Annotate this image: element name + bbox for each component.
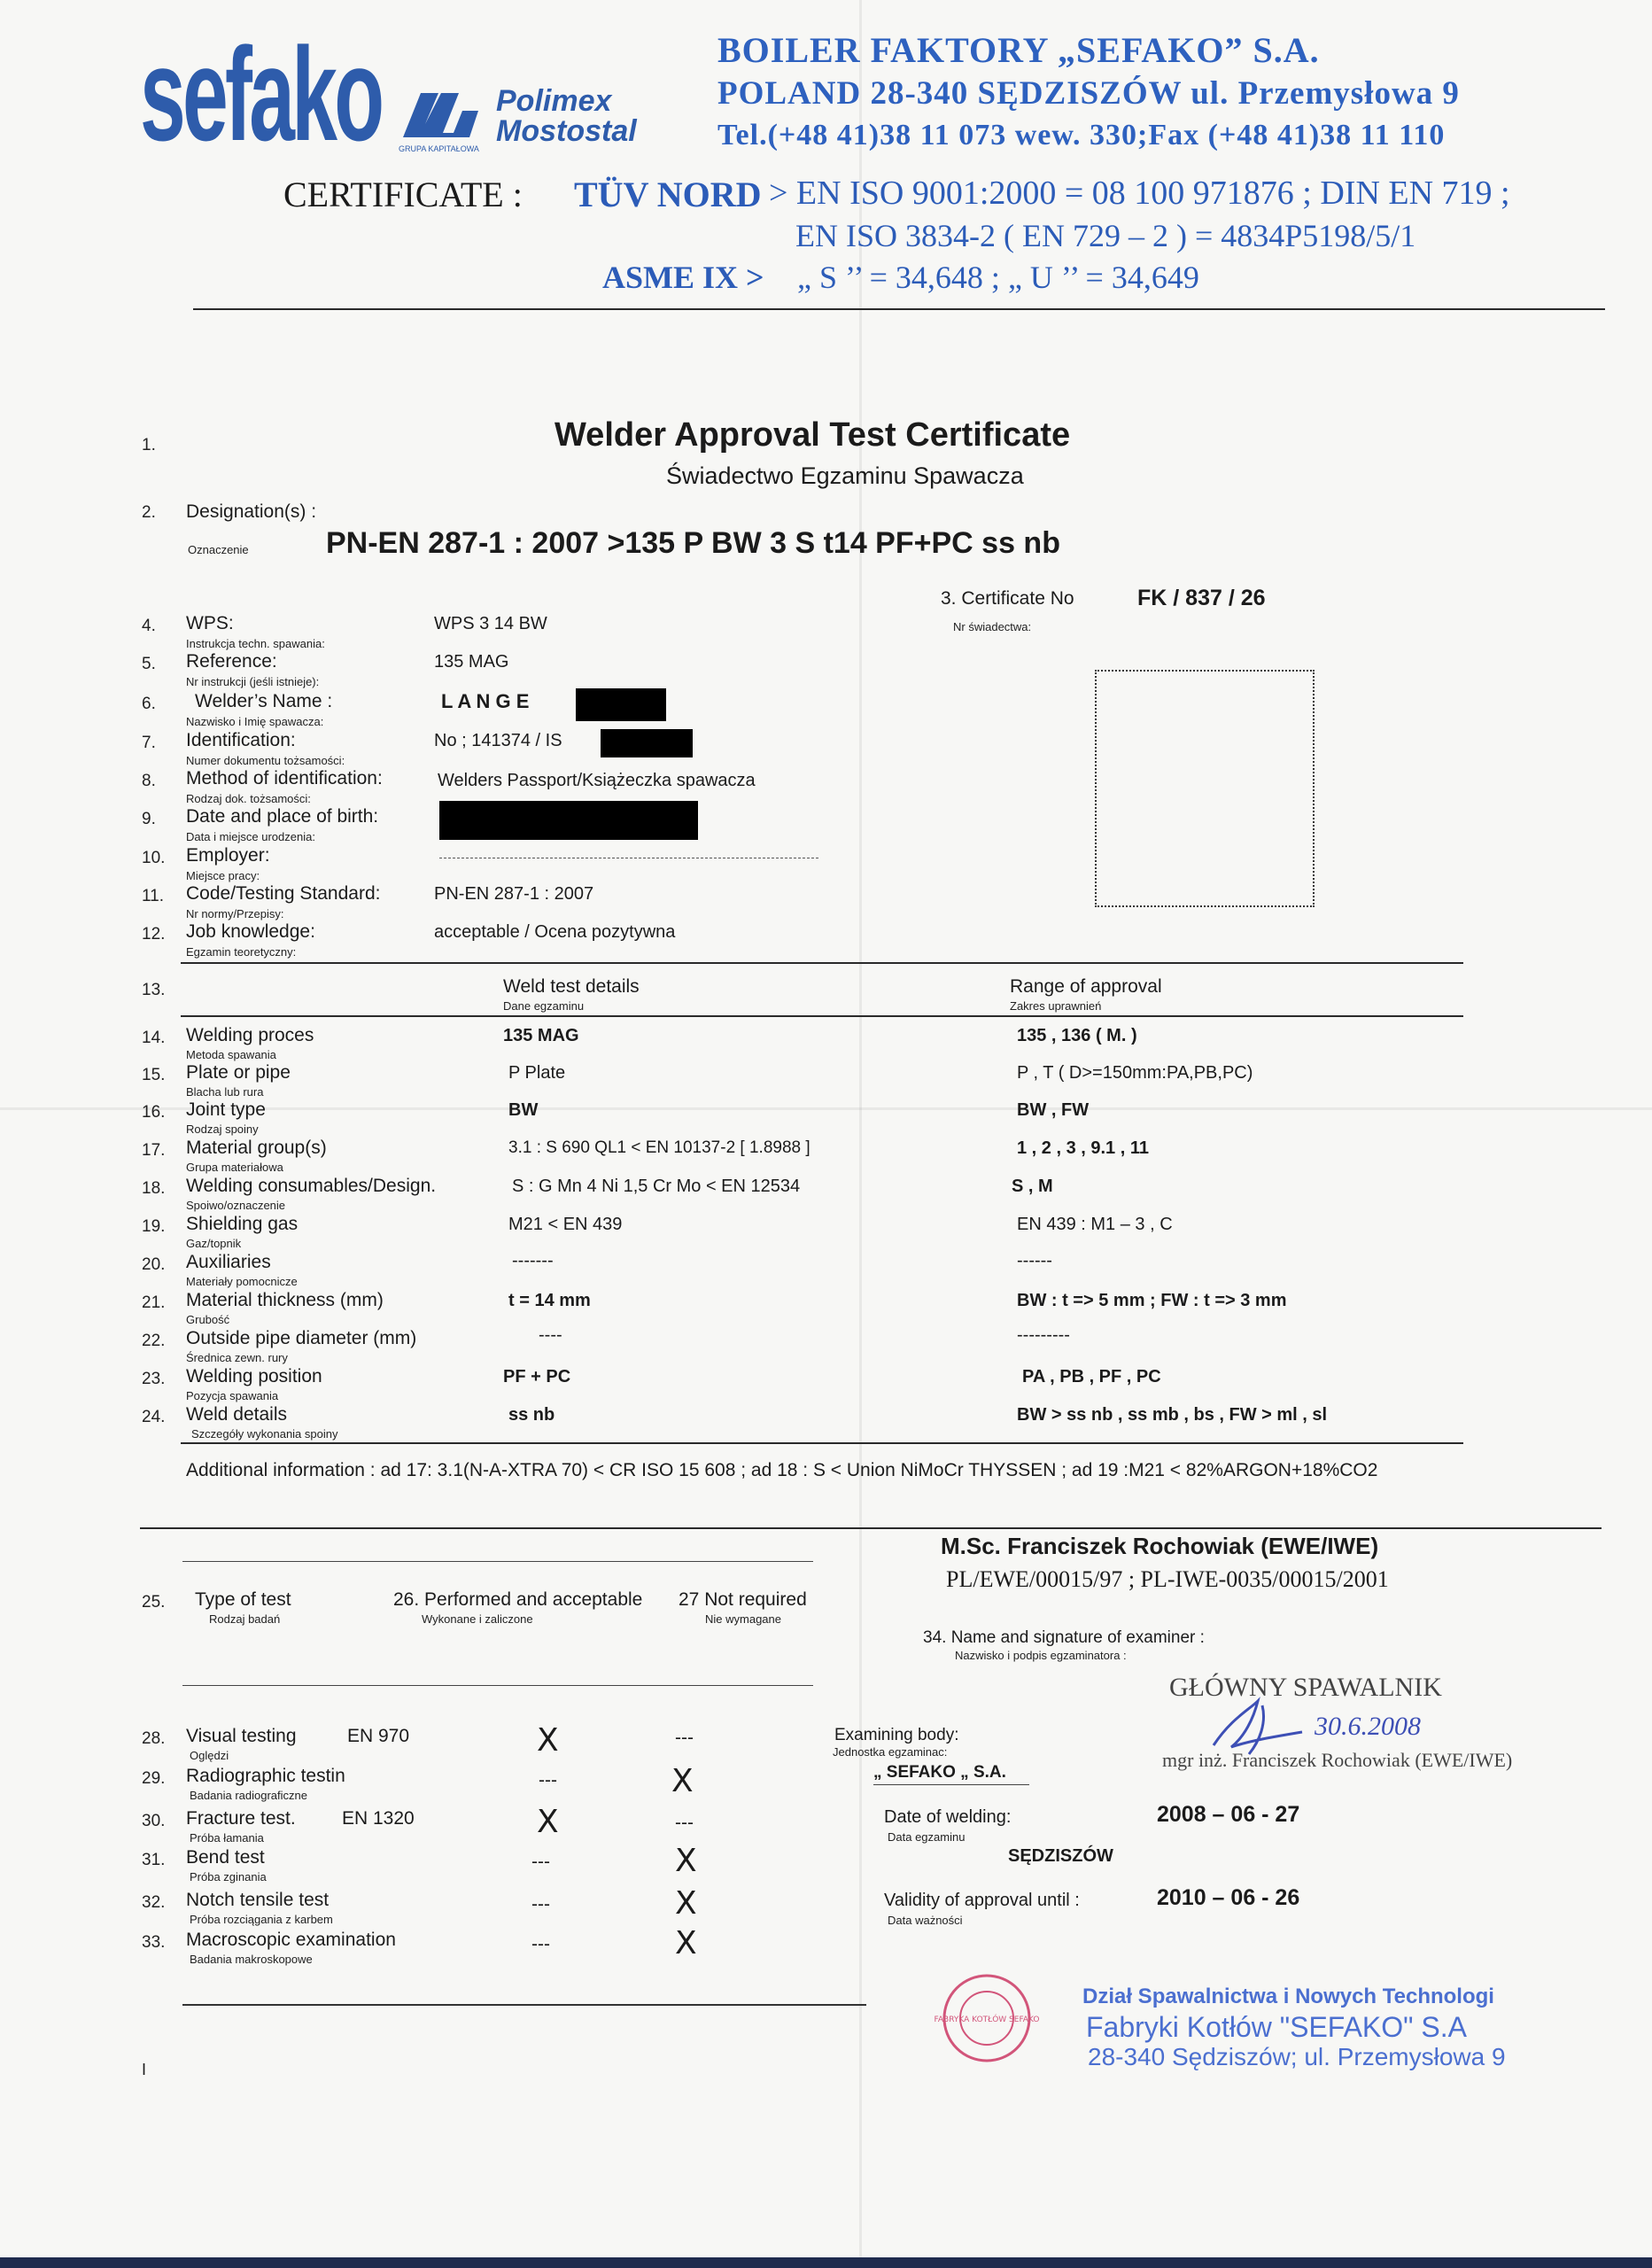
company-phone: Tel.(+48 41)38 11 073 wew. 330;Fax (+48 41)38 11 110 bbox=[717, 119, 1446, 151]
row-details: P Plate bbox=[508, 1063, 566, 1083]
examiner-ids: PL/EWE/00015/97 ; PL-IWE-0035/00015/2001 bbox=[946, 1566, 1389, 1592]
test-table-bottom-line bbox=[182, 2004, 866, 2006]
item-number: 8. bbox=[142, 772, 156, 790]
row-label: Auxiliaries bbox=[186, 1252, 271, 1272]
redacted-box bbox=[576, 688, 666, 721]
svg-text:FABRYKA KOTŁÓW SEFAKO: FABRYKA KOTŁÓW SEFAKO bbox=[934, 2016, 1040, 2024]
table-top-divider bbox=[181, 962, 1463, 964]
row-sublabel: Średnica zewn. rury bbox=[186, 1351, 288, 1364]
test-standard: EN 1320 bbox=[342, 1808, 415, 1829]
item-number: 25. bbox=[142, 1593, 166, 1612]
row-range: BW : t => 5 mm ; FW : t => 3 mm bbox=[1017, 1291, 1287, 1310]
row-range: 135 , 136 ( M. ) bbox=[1017, 1026, 1137, 1045]
examining-body-value: „ SEFAKO „ S.A. bbox=[873, 1763, 1006, 1782]
standard-sublabel: Nr normy/Przepisy: bbox=[186, 907, 284, 920]
row-range: S , M bbox=[1012, 1177, 1053, 1196]
row-details: PF + PC bbox=[503, 1367, 571, 1386]
dept-stamp-line1: Dział Spawalnictwa i Nowych Technologi bbox=[1082, 1984, 1494, 2008]
row-range: BW , FW bbox=[1017, 1100, 1090, 1120]
test-type-heading: Type of test bbox=[195, 1589, 291, 1610]
item-number: 33. bbox=[142, 1933, 166, 1952]
welder-name-sublabel: Nazwisko i Imię spawacza: bbox=[186, 715, 324, 728]
validity-value: 2010 – 06 - 26 bbox=[1157, 1885, 1300, 1910]
row-details: ------- bbox=[512, 1251, 554, 1270]
company-address: POLAND 28-340 SĘDZISZÓW ul. Przemysłowa 9 bbox=[717, 75, 1460, 112]
not-required-mark: --- bbox=[675, 1813, 694, 1833]
row-label: Material thickness (mm) bbox=[186, 1290, 384, 1310]
test-sublabel: Oględzi bbox=[190, 1749, 229, 1762]
row-sublabel: Materiały pomocnicze bbox=[186, 1275, 298, 1288]
row-range: ------ bbox=[1017, 1251, 1052, 1270]
row-sublabel: Metoda spawania bbox=[186, 1048, 276, 1061]
item-number: 16. bbox=[142, 1103, 166, 1122]
method-id-sublabel: Rodzaj dok. tożsamości: bbox=[186, 792, 311, 805]
sefako-logo bbox=[140, 20, 382, 169]
not-required-subheading: Nie wymagane bbox=[705, 1612, 781, 1626]
row-range: --------- bbox=[1017, 1325, 1070, 1345]
row-label: Welding proces bbox=[186, 1025, 314, 1045]
footer-mark: I bbox=[142, 2061, 147, 2078]
performed-mark: --- bbox=[531, 1852, 550, 1872]
photo-placeholder bbox=[1095, 670, 1315, 907]
item-number: 1. bbox=[142, 436, 156, 454]
partner-tag: GRUPA KAPITAŁOWA bbox=[399, 144, 479, 153]
not-required-mark: X bbox=[675, 1843, 697, 1879]
item-number: 19. bbox=[142, 1217, 166, 1236]
table-bottom-divider bbox=[181, 1442, 1463, 1444]
row-details: 135 MAG bbox=[503, 1026, 579, 1045]
polimex-name: Polimex bbox=[496, 84, 612, 118]
item-number: 13. bbox=[142, 981, 166, 999]
row-sublabel: Blacha lub rura bbox=[186, 1085, 264, 1099]
row-range: EN 439 : M1 – 3 , C bbox=[1017, 1215, 1173, 1234]
row-label: Material group(s) bbox=[186, 1138, 327, 1158]
date-welding-sublabel: Data egzaminu bbox=[888, 1830, 966, 1844]
row-sublabel: Grubość bbox=[186, 1313, 230, 1326]
item-number: 6. bbox=[142, 695, 156, 713]
examiner-name: M.Sc. Franciszek Rochowiak (EWE/IWE) bbox=[941, 1533, 1379, 1559]
weld-details-heading: Weld test details bbox=[503, 976, 640, 997]
item-number: 23. bbox=[142, 1370, 166, 1388]
polimex-logo bbox=[399, 84, 682, 155]
examiner-sublabel: Nazwisko i podpis egzaminatora : bbox=[955, 1649, 1127, 1662]
row-label: Shielding gas bbox=[186, 1214, 299, 1234]
test-sublabel: Próba rozciągania z karbem bbox=[190, 1913, 333, 1926]
validity-label: Validity of approval until : bbox=[884, 1891, 1080, 1910]
standard-value: PN-EN 287-1 : 2007 bbox=[434, 884, 594, 904]
designation-value: PN-EN 287-1 : 2007 >135 P BW 3 S t14 PF+PC ss nb bbox=[326, 526, 1060, 560]
not-required-mark: --- bbox=[675, 1728, 694, 1748]
redacted-box bbox=[601, 729, 693, 757]
row-sublabel: Rodzaj spoiny bbox=[186, 1122, 259, 1136]
examiner-label: 34. Name and signature of examiner : bbox=[923, 1628, 1205, 1647]
item-number: 21. bbox=[142, 1293, 166, 1312]
examining-body-label: Examining body: bbox=[834, 1726, 959, 1744]
row-details: ---- bbox=[539, 1325, 562, 1345]
designation-sublabel: Oznaczenie bbox=[188, 543, 249, 556]
test-sublabel: Badania makroskopowe bbox=[190, 1953, 313, 1966]
item-number: 31. bbox=[142, 1851, 166, 1869]
examining-body-sublabel: Jednostka egzaminac: bbox=[833, 1745, 948, 1759]
row-range: BW > ss nb , ss mb , bs , FW > ml , sl bbox=[1017, 1405, 1328, 1425]
table-header-divider bbox=[181, 1015, 1463, 1017]
job-knowledge-label: Job knowledge: bbox=[186, 921, 315, 942]
row-label: Welding consumables/Design. bbox=[186, 1176, 437, 1196]
item-number: 9. bbox=[142, 810, 156, 828]
row-label: Plate or pipe bbox=[186, 1062, 291, 1083]
reference-sublabel: Nr instrukcji (jeśli istnieje): bbox=[186, 675, 320, 688]
document-subtitle: Świadectwo Egzaminu Spawacza bbox=[666, 462, 1024, 489]
cert-number-value: FK / 837 / 26 bbox=[1137, 586, 1266, 610]
item-number: 24. bbox=[142, 1408, 166, 1426]
row-label: Joint type bbox=[186, 1099, 266, 1120]
welder-name-value: L A N G E bbox=[441, 690, 530, 712]
test-sublabel: Próba łamania bbox=[190, 1831, 264, 1845]
range-approval-heading: Range of approval bbox=[1010, 976, 1162, 997]
identification-label: Identification: bbox=[186, 730, 296, 750]
row-sublabel: Spoiwo/oznaczenie bbox=[186, 1199, 286, 1212]
row-sublabel: Grupa materiałowa bbox=[186, 1161, 283, 1174]
cert-number-sublabel: Nr świadectwa: bbox=[953, 620, 1032, 633]
item-number: 28. bbox=[142, 1729, 166, 1748]
birth-sublabel: Data i miejsce urodzenia: bbox=[186, 830, 315, 843]
mostostal-name: Mostostal bbox=[496, 114, 637, 148]
range-approval-subheading: Zakres uprawnień bbox=[1010, 999, 1102, 1013]
row-range: PA , PB , PF , PC bbox=[1022, 1367, 1161, 1386]
not-required-mark: X bbox=[671, 1763, 694, 1799]
item-number: 11. bbox=[142, 887, 165, 905]
designation-label: Designation(s) : bbox=[186, 501, 317, 522]
item-number: 2. bbox=[142, 503, 156, 522]
validity-sublabel: Data ważności bbox=[888, 1914, 963, 1927]
row-sublabel: Pozycja spawania bbox=[186, 1389, 279, 1402]
round-stamp bbox=[934, 1972, 1040, 2064]
date-welding-value: 2008 – 06 - 27 bbox=[1157, 1802, 1300, 1827]
not-required-heading: 27 Not required bbox=[679, 1589, 807, 1610]
item-number: 22. bbox=[142, 1332, 166, 1350]
test-label: Radiographic testin bbox=[186, 1766, 345, 1786]
wps-label: WPS: bbox=[186, 613, 234, 633]
item-number: 4. bbox=[142, 617, 156, 635]
row-details: M21 < EN 439 bbox=[508, 1215, 623, 1234]
performed-mark: X bbox=[537, 1722, 559, 1759]
item-number: 14. bbox=[142, 1029, 166, 1047]
performed-mark: --- bbox=[539, 1770, 557, 1790]
method-id-value: Welders Passport/Książeczka spawacza bbox=[438, 771, 756, 790]
row-range: P , T ( D>=150mm:PA,PB,PC) bbox=[1017, 1063, 1253, 1083]
performed-mark: --- bbox=[531, 1934, 550, 1954]
identification-value: No ; 141374 / IS bbox=[434, 731, 562, 750]
stamp-title: GŁÓWNY SPAWALNIK bbox=[1169, 1673, 1442, 1702]
birth-label: Date and place of birth: bbox=[186, 806, 379, 827]
stamp-name: mgr inż. Franciszek Rochowiak (EWE/IWE) bbox=[1162, 1749, 1513, 1771]
identification-sublabel: Numer dokumentu tożsamości: bbox=[186, 754, 345, 767]
svg-text:sefako: sefako bbox=[140, 20, 382, 169]
test-label: Notch tensile test bbox=[186, 1890, 330, 1910]
item-number: 20. bbox=[142, 1255, 166, 1274]
performed-mark: --- bbox=[531, 1894, 550, 1915]
standard-label: Code/Testing Standard: bbox=[186, 883, 381, 904]
item-number: 32. bbox=[142, 1893, 166, 1912]
blank-line bbox=[182, 1685, 813, 1686]
reference-value: 135 MAG bbox=[434, 652, 509, 672]
item-number: 15. bbox=[142, 1066, 166, 1084]
row-details: t = 14 mm bbox=[508, 1291, 591, 1310]
row-details: BW bbox=[508, 1100, 539, 1120]
job-knowledge-sublabel: Egzamin teoretyczny: bbox=[186, 945, 297, 959]
reference-label: Reference: bbox=[186, 651, 277, 672]
dept-stamp-line3: 28-340 Sędziszów; ul. Przemysłowa 9 bbox=[1088, 2043, 1506, 2070]
not-required-mark: X bbox=[675, 1885, 697, 1922]
row-range: 1 , 2 , 3 , 9.1 , 11 bbox=[1017, 1138, 1149, 1158]
weld-details-subheading: Dane egzaminu bbox=[503, 999, 585, 1013]
test-standard: EN 970 bbox=[347, 1726, 410, 1746]
document-title: Welder Approval Test Certificate bbox=[555, 416, 1071, 454]
job-knowledge-value: acceptable / Ocena pozytywna bbox=[434, 922, 676, 942]
row-details: S : G Mn 4 Ni 1,5 Cr Mo < EN 12534 bbox=[512, 1177, 801, 1196]
tuv-nord: TÜV NORD bbox=[574, 175, 762, 214]
item-number: 30. bbox=[142, 1812, 166, 1830]
row-label: Welding position bbox=[186, 1366, 322, 1386]
fold-line-vertical bbox=[859, 0, 862, 2257]
welder-name-label: Welder’s Name : bbox=[195, 691, 333, 711]
iso-3834-line: EN ISO 3834-2 ( EN 729 – 2 ) = 4834P5198/5/1 bbox=[795, 218, 1416, 253]
row-label: Weld details bbox=[186, 1404, 288, 1425]
wps-value: WPS 3 14 BW bbox=[434, 614, 547, 633]
test-label: Visual testing bbox=[186, 1726, 297, 1746]
polimex-mark-icon bbox=[399, 84, 487, 151]
signature-date: 30.6.2008 bbox=[1315, 1712, 1421, 1741]
place-value: SĘDZISZÓW bbox=[1008, 1846, 1113, 1866]
company-name: BOILER FAKTORY „SEFAKO” S.A. bbox=[717, 30, 1320, 70]
item-number: 5. bbox=[142, 655, 156, 673]
section-divider bbox=[140, 1527, 1602, 1529]
test-label: Fracture test. bbox=[186, 1808, 296, 1829]
test-type-subheading: Rodzaj badań bbox=[209, 1612, 281, 1626]
item-number: 17. bbox=[142, 1141, 166, 1160]
not-required-mark: X bbox=[675, 1925, 697, 1961]
item-number: 12. bbox=[142, 925, 166, 944]
row-sublabel: Gaz/topnik bbox=[186, 1237, 242, 1250]
test-sublabel: Badania radiograficzne bbox=[190, 1789, 307, 1802]
employer-sublabel: Miejsce pracy: bbox=[186, 869, 260, 882]
performed-subheading: Wykonane i zaliczone bbox=[422, 1612, 533, 1626]
row-details: 3.1 : S 690 QL1 < EN 10137-2 [ 1.8988 ] bbox=[508, 1138, 810, 1157]
certificate-label: CERTIFICATE : bbox=[283, 175, 523, 214]
test-sublabel: Próba zginania bbox=[190, 1870, 267, 1884]
employer-label: Employer: bbox=[186, 845, 270, 866]
additional-info: Additional information : ad 17: 3.1(N-A-XTRA 70) < CR ISO 15 608 ; ad 18 : S < Union NiMoCr THYSSEN ; ad 19 :M21 < 82%ARGON+18%CO2 bbox=[186, 1460, 1378, 1480]
row-sublabel: Szczegóły wykonania spoiny bbox=[191, 1427, 338, 1441]
date-welding-label: Date of welding: bbox=[884, 1807, 1012, 1827]
item-number: 7. bbox=[142, 734, 156, 752]
item-number: 18. bbox=[142, 1179, 166, 1198]
header-divider bbox=[193, 308, 1605, 310]
test-label: Macroscopic examination bbox=[186, 1930, 396, 1950]
iso-9001-line: > EN ISO 9001:2000 = 08 100 971876 ; DIN EN 719 ; bbox=[769, 175, 1510, 212]
row-label: Outside pipe diameter (mm) bbox=[186, 1328, 417, 1348]
examining-body-underline bbox=[873, 1784, 1029, 1785]
asme-label: ASME IX > bbox=[602, 260, 764, 295]
performed-mark: X bbox=[537, 1804, 559, 1840]
redacted-box bbox=[439, 801, 698, 840]
blank-line bbox=[182, 1561, 813, 1562]
test-label: Bend test bbox=[186, 1847, 265, 1868]
item-number: 29. bbox=[142, 1769, 166, 1788]
cert-number-label: 3. Certificate No bbox=[941, 588, 1074, 609]
method-id-label: Method of identification: bbox=[186, 768, 383, 788]
asme-values: „ S ’’ = 34,648 ; „ U ’’ = 34,649 bbox=[797, 260, 1199, 295]
item-number: 10. bbox=[142, 849, 166, 867]
row-details: ss nb bbox=[508, 1405, 555, 1425]
performed-heading: 26. Performed and acceptable bbox=[393, 1589, 643, 1610]
dept-stamp-line2: Fabryki Kotłów "SEFAKO" S.A bbox=[1086, 2011, 1467, 2043]
wps-sublabel: Instrukcja techn. spawania: bbox=[186, 637, 325, 650]
